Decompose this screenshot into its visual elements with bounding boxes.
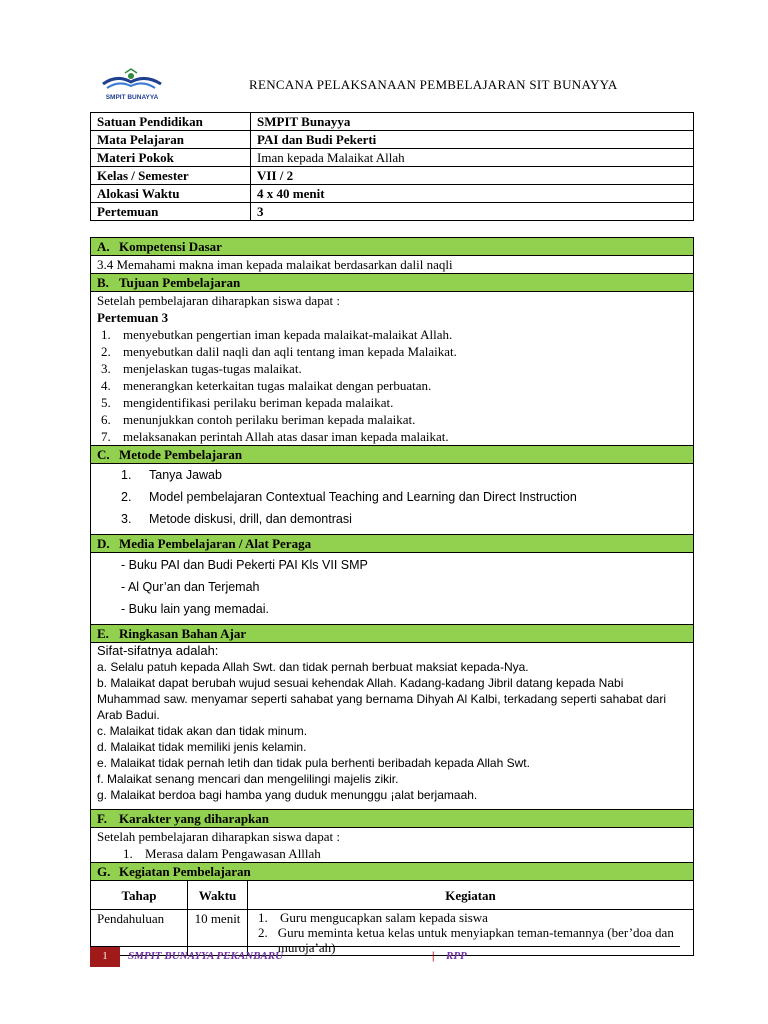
info-table xyxy=(90,112,694,221)
list-item: - Al Qur’an dan Terjemah xyxy=(121,579,260,594)
section-header-g xyxy=(91,863,694,881)
section-header-e xyxy=(91,625,694,643)
section-title: Metode Pembelajaran xyxy=(119,447,243,462)
info-row-school xyxy=(91,113,694,131)
section-header-f xyxy=(91,810,694,828)
section-header-b xyxy=(91,274,694,292)
section-header-d xyxy=(91,535,694,553)
info-value: PAI dan Budi Pekerti xyxy=(251,131,694,149)
section-title: Kegiatan Pembelajaran xyxy=(119,864,251,879)
column-header: Tahap xyxy=(91,881,188,910)
section-number: B. xyxy=(97,275,109,290)
list-item: d. Malaikat tidak memiliki jenis kelamin. xyxy=(97,740,307,754)
section-body-a xyxy=(91,256,694,274)
info-row-time xyxy=(91,185,694,203)
list-item: 2. menyebutkan dalil naqli dan aqli tentang iman kepada Malaikat. xyxy=(101,344,457,359)
info-key: Pertemuan xyxy=(91,203,251,221)
list-item: 5. mengidentifikasi perilaku beriman kepada malaikat. xyxy=(101,395,394,410)
list-item: 1. menyebutkan pengertian iman kepada malaikat-malaikat Allah. xyxy=(101,327,453,342)
info-row-class xyxy=(91,167,694,185)
table-row xyxy=(91,910,694,956)
footer-separator: | xyxy=(432,950,435,962)
section-title: Media Pembelajaran / Alat Peraga xyxy=(119,536,312,551)
activity-list xyxy=(254,910,687,955)
info-value: 3 xyxy=(251,203,694,221)
section-number: G. xyxy=(97,864,111,879)
list-item: 2. Guru meminta ketua kelas untuk menyiapkan teman-temannya (ber’doa dan muroja’ah) xyxy=(258,925,674,955)
lesson-plan-table xyxy=(90,237,694,956)
section-title: Kompetensi Dasar xyxy=(119,239,222,254)
list-item: - Buku lain yang memadai. xyxy=(121,601,269,616)
footer-doc-label: RPP xyxy=(446,950,467,962)
list-item: f. Malaikat senang mencari dan mengelilingi majelis zikir. xyxy=(97,772,399,786)
section-body-d xyxy=(91,553,694,625)
document-title: RENCANA PELAKSANAAN PEMBELAJARAN SIT BUNAYYA xyxy=(249,77,618,92)
logo-text: SMPIT BUNAYYA xyxy=(105,94,159,101)
objectives-list xyxy=(97,326,687,445)
info-row-topic xyxy=(91,149,694,167)
footer-school-name: SMPIT BUNAYYA PEKANBARU xyxy=(128,950,284,962)
info-key: Satuan Pendidikan xyxy=(91,113,251,131)
section-title: Tujuan Pembelajaran xyxy=(119,275,241,290)
list-item: 2. Model pembelajaran Contextual Teaching and Learning dan Direct Instruction xyxy=(121,489,577,504)
info-key: Mata Pelajaran xyxy=(91,131,251,149)
info-value: 4 x 40 menit xyxy=(251,185,694,203)
section-header-a xyxy=(91,238,694,256)
section-number: C. xyxy=(97,447,110,462)
list-item: 3. Metode diskusi, drill, dan demontrasi xyxy=(121,511,352,526)
list-item: 3. menjelaskan tugas-tugas malaikat. xyxy=(101,361,302,376)
list-item: 7. melaksanakan perintah Allah atas dasar iman kepada malaikat. xyxy=(101,429,449,444)
competency-text: 3.4 Memahami makna iman kepada malaikat berdasarkan dalil naqli xyxy=(91,256,694,274)
list-item: 1. Guru mengucapkan salam kepada siswa xyxy=(258,910,488,925)
list-item: c. Malaikat tidak akan dan tidak minum. xyxy=(97,724,308,738)
list-item: b. Malaikat dapat berubah wujud sesuai kehendak Allah. Kadang-kadang Jibril datang kepada Nabi Muhammad saw. menyamar seperti sahabat yang bernama Dihyah Al Kalbi, terkadang seperti sahabat dari Arab Badui. xyxy=(97,676,666,722)
list-item: 1. Merasa dalam Pengawasan Alllah xyxy=(123,846,321,861)
objectives-intro: Setelah pembelajaran diharapkan siswa dapat : xyxy=(97,293,340,308)
list-item: 6. menunjukkan contoh perilaku beriman kepada malaikat. xyxy=(101,412,416,427)
stage-cell: Pendahuluan xyxy=(91,910,188,956)
list-item: 4. menerangkan keterkaitan tugas malaikat dengan perbuatan. xyxy=(101,378,432,393)
section-title: Karakter yang diharapkan xyxy=(119,811,270,826)
footer-divider xyxy=(90,946,680,947)
list-item: 1. Tanya Jawab xyxy=(121,467,222,482)
list-item: e. Malaikat tidak pernah letih dan tidak pula berhenti beribadah kepada Allah Swt. xyxy=(97,756,530,770)
list-item: g. Malaikat berdoa bagi hamba yang duduk menunggu ¡alat berjamaah. xyxy=(97,788,478,802)
info-key: Alokasi Waktu xyxy=(91,185,251,203)
section-body-f xyxy=(91,828,694,863)
info-row-meeting xyxy=(91,203,694,221)
column-header: Waktu xyxy=(188,881,248,910)
info-value: SMPIT Bunayya xyxy=(251,113,694,131)
page-number: 1 xyxy=(90,947,120,967)
info-row-subject xyxy=(91,131,694,149)
info-key: Materi Pokok xyxy=(91,149,251,167)
info-value: VII / 2 xyxy=(251,167,694,185)
school-logo xyxy=(97,68,167,102)
section-number: D. xyxy=(97,536,110,551)
activity-table-header xyxy=(91,881,694,910)
time-cell: 10 menit xyxy=(188,910,248,956)
section-title: Ringkasan Bahan Ajar xyxy=(119,626,247,641)
info-value: Iman kepada Malaikat Allah xyxy=(251,149,694,167)
meeting-label: Pertemuan 3 xyxy=(97,310,169,325)
section-body-c xyxy=(91,464,694,535)
section-number: E. xyxy=(97,626,109,641)
section-header-c xyxy=(91,446,694,464)
info-key: Kelas / Semester xyxy=(91,167,251,185)
column-header: Kegiatan xyxy=(248,881,694,910)
section-number: A. xyxy=(97,239,110,254)
section-body-e xyxy=(91,643,694,810)
summary-intro: Sifat-sifatnya adalah: xyxy=(97,643,219,658)
character-intro: Setelah pembelajaran diharapkan siswa dapat : xyxy=(97,829,340,844)
list-item: a. Selalu patuh kepada Allah Swt. dan tidak pernah berbuat maksiat kepada-Nya. xyxy=(97,660,529,674)
list-item: - Buku PAI dan Budi Pekerti PAI Kls VII SMP xyxy=(121,557,368,572)
section-body-b xyxy=(91,292,694,446)
section-number: F. xyxy=(97,811,107,826)
